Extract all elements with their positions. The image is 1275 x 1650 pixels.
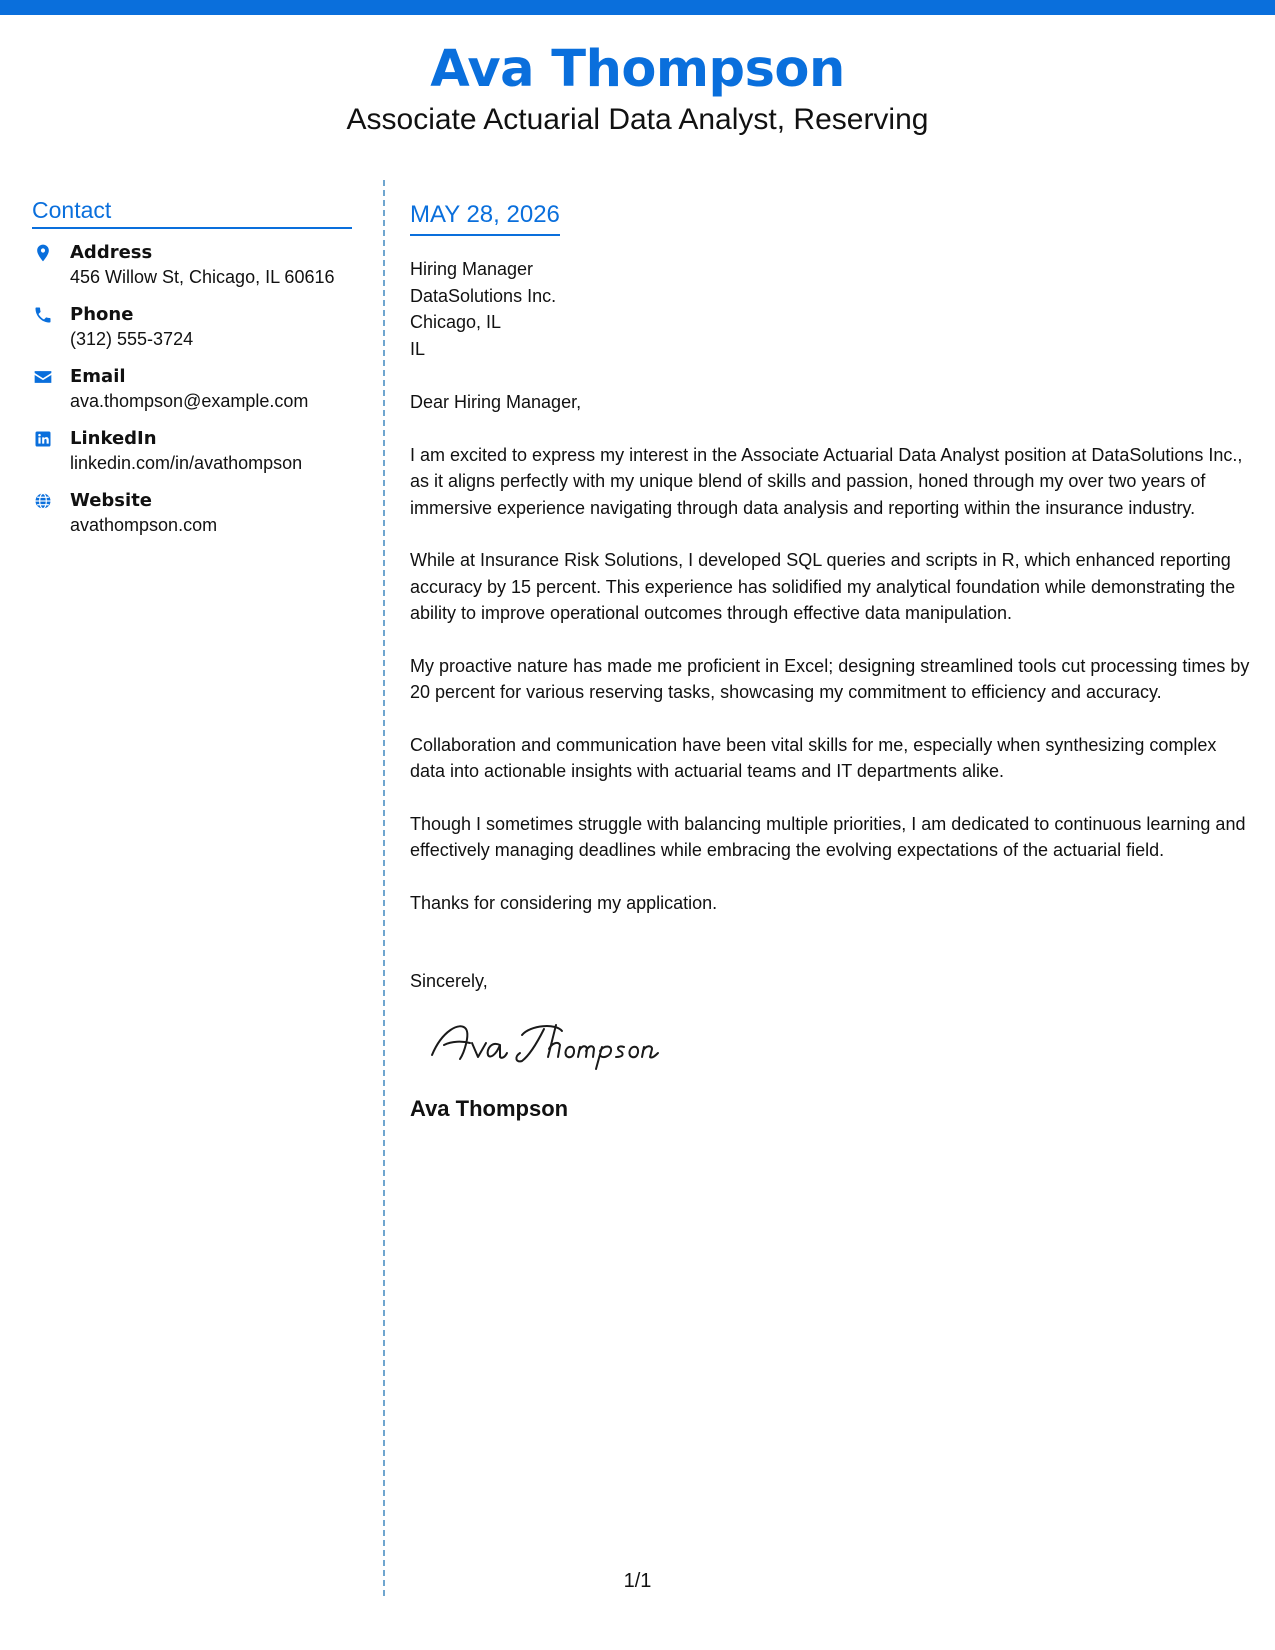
job-title: Associate Actuarial Data Analyst, Reserving: [346, 103, 929, 136]
body-paragraph: While at Insurance Risk Solutions, I developed SQL queries and scripts in R, which enhanced reporting accuracy by 15 percent. This experience has solidified my analytical foundation while demonstrating the ability to improve operational outcomes through effective data manipulation.: [410, 550, 1236, 623]
contact-item-phone: [32, 303, 352, 351]
body-paragraph: Thanks for considering my application.: [410, 892, 718, 913]
greeting: Dear Hiring Manager,: [410, 392, 582, 412]
contact-label: LinkedIn: [70, 428, 157, 449]
handwritten-signature: [426, 1015, 1255, 1079]
letter-date: MAY 28, 2026: [410, 200, 560, 236]
body-paragraph: Though I sometimes struggle with balancing multiple priorities, I am dedicated to continuous learning and effectively managing deadlines while embracing the evolving expectations of the actuarial field.: [410, 813, 1246, 860]
recipient-line: DataSolutions Inc.: [410, 285, 557, 306]
recipient-block: [410, 256, 1255, 362]
contact-sidebar: [32, 196, 352, 551]
contact-label: Phone: [70, 304, 134, 325]
recipient-line: Chicago, IL: [410, 312, 502, 332]
letter-body: [410, 200, 1255, 1123]
contact-item-website: [32, 489, 352, 537]
address-value: 456 Willow St, Chicago, IL 60616: [70, 267, 335, 287]
envelope-icon: [32, 365, 70, 413]
globe-icon: [32, 489, 70, 537]
phone-icon: [32, 303, 70, 351]
recipient-line: IL: [410, 338, 426, 359]
contact-label: Email: [70, 366, 126, 387]
applicant-name: Ava Thompson: [430, 40, 845, 99]
closing: Sincerely,: [410, 971, 488, 991]
body-paragraph: Collaboration and communication have been vital skills for me, especially when synthesizing complex data into actionable insights with actuarial teams and IT departments alike.: [410, 734, 1217, 781]
location-pin-icon: [32, 241, 70, 289]
contact-item-address: [32, 241, 352, 289]
website-value: avathompson.com: [70, 515, 218, 535]
column-divider: [383, 180, 385, 1596]
body-paragraph: My proactive nature has made me proficient in Excel; designing streamlined tools cut processing times by 20 percent for various reserving tasks, showcasing my commitment to efficiency and accuracy.: [410, 655, 1250, 702]
contact-item-email: [32, 365, 352, 413]
contact-label: Address: [70, 242, 153, 263]
signer-name: Ava Thompson: [410, 1095, 569, 1121]
top-accent-bar: [0, 0, 1275, 15]
linkedin-value: linkedin.com/in/avathompson: [70, 453, 303, 473]
page-number: 1/1: [623, 1570, 652, 1592]
email-value: ava.thompson@example.com: [70, 391, 309, 411]
letter-header: [0, 40, 1275, 138]
body-paragraph: I am excited to express my interest in the Associate Actuarial Data Analyst position at DataSolutions Inc., as it aligns perfectly with my unique blend of skills and passion, honed through my over two years of immersive experience navigating through data analysis and reporting within the insurance industry.: [410, 444, 1243, 518]
contact-item-linkedin: [32, 427, 352, 475]
contact-list: [32, 241, 352, 537]
phone-value: (312) 555-3724: [70, 329, 194, 349]
contact-section-title: Contact: [32, 196, 352, 229]
recipient-line: Hiring Manager: [410, 259, 534, 279]
linkedin-icon: [32, 427, 70, 475]
contact-label: Website: [70, 490, 153, 511]
